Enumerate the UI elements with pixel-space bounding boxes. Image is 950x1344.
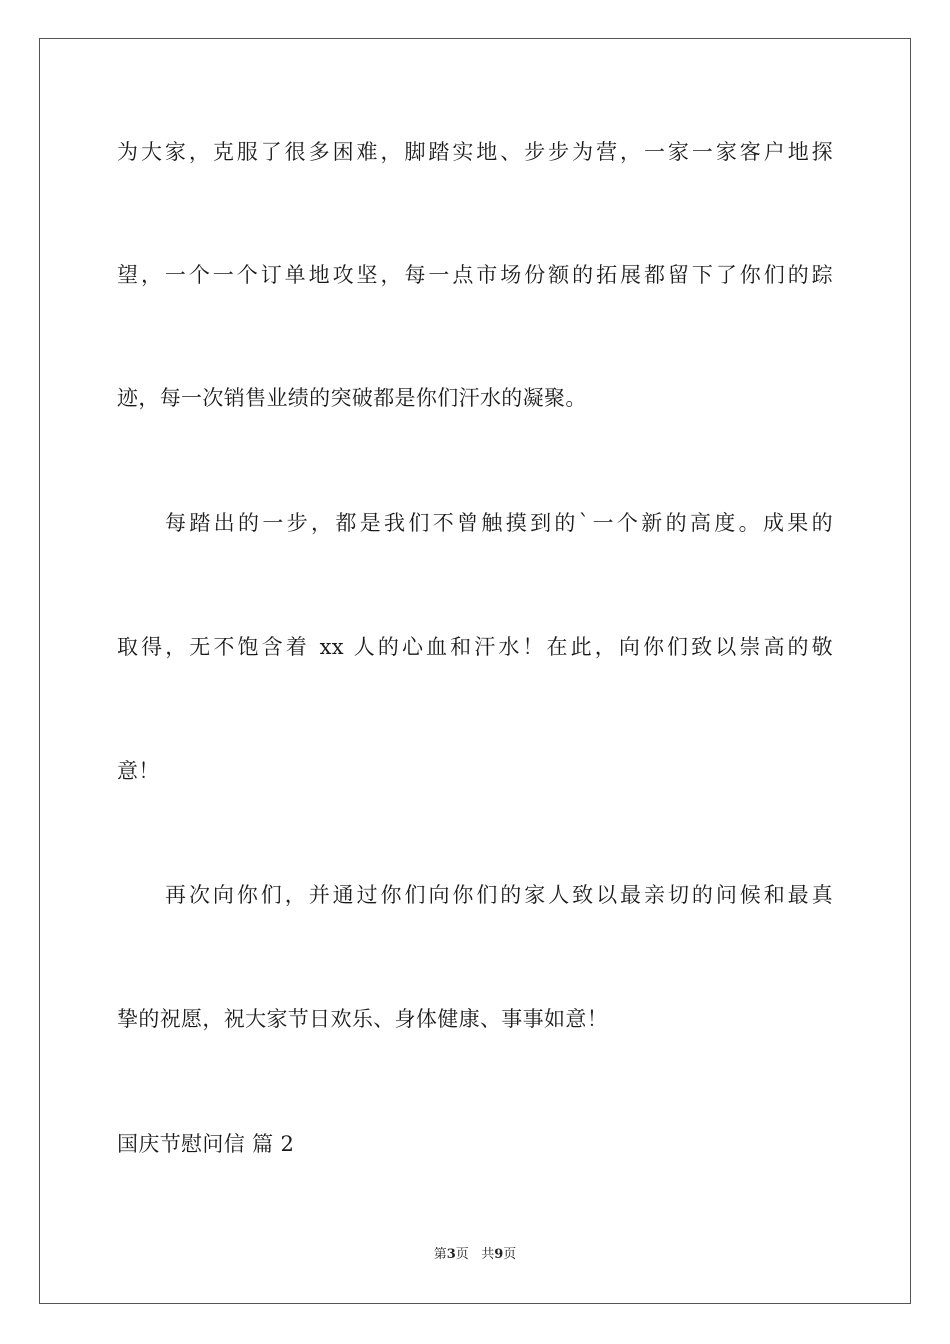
footer-suffix: 页 (503, 1247, 517, 1262)
paragraph-3-line-2: 挚的祝愿，祝大家节日欢乐、身体健康、事事如意！ (117, 1007, 609, 1031)
page-border (39, 38, 911, 1304)
total-pages-number: 9 (494, 1247, 504, 1262)
current-page-number: 3 (446, 1247, 456, 1262)
page-footer (0, 1246, 950, 1264)
paragraph-2-line-2: 取得，无不饱含着 xx 人的心血和汗水！在此，向你们致以崇高的敬 (117, 635, 833, 659)
section-heading: 国庆节慰问信 篇 2 (117, 1132, 295, 1156)
footer-prefix: 第 (433, 1247, 447, 1262)
footer-mid: 页 共 (455, 1247, 495, 1262)
paragraph-1-line-2: 望，一个一个订单地攻坚，每一点市场份额的拓展都留下了你们的踪 (117, 263, 833, 287)
paragraph-1-line-1: 为大家，克服了很多困难，脚踏实地、步步为营，一家一家客户地探 (117, 140, 833, 164)
paragraph-3-line-1: 再次向你们，并通过你们向你们的家人致以最亲切的问候和最真 (165, 883, 833, 907)
paragraph-1-line-3: 迹，每一次销售业绩的突破都是你们汗水的凝聚。 (117, 386, 587, 410)
paragraph-2-line-1: 每踏出的一步，都是我们不曾触摸到的`一个新的高度。成果的 (165, 511, 833, 535)
paragraph-2-line-3: 意！ (117, 759, 160, 783)
